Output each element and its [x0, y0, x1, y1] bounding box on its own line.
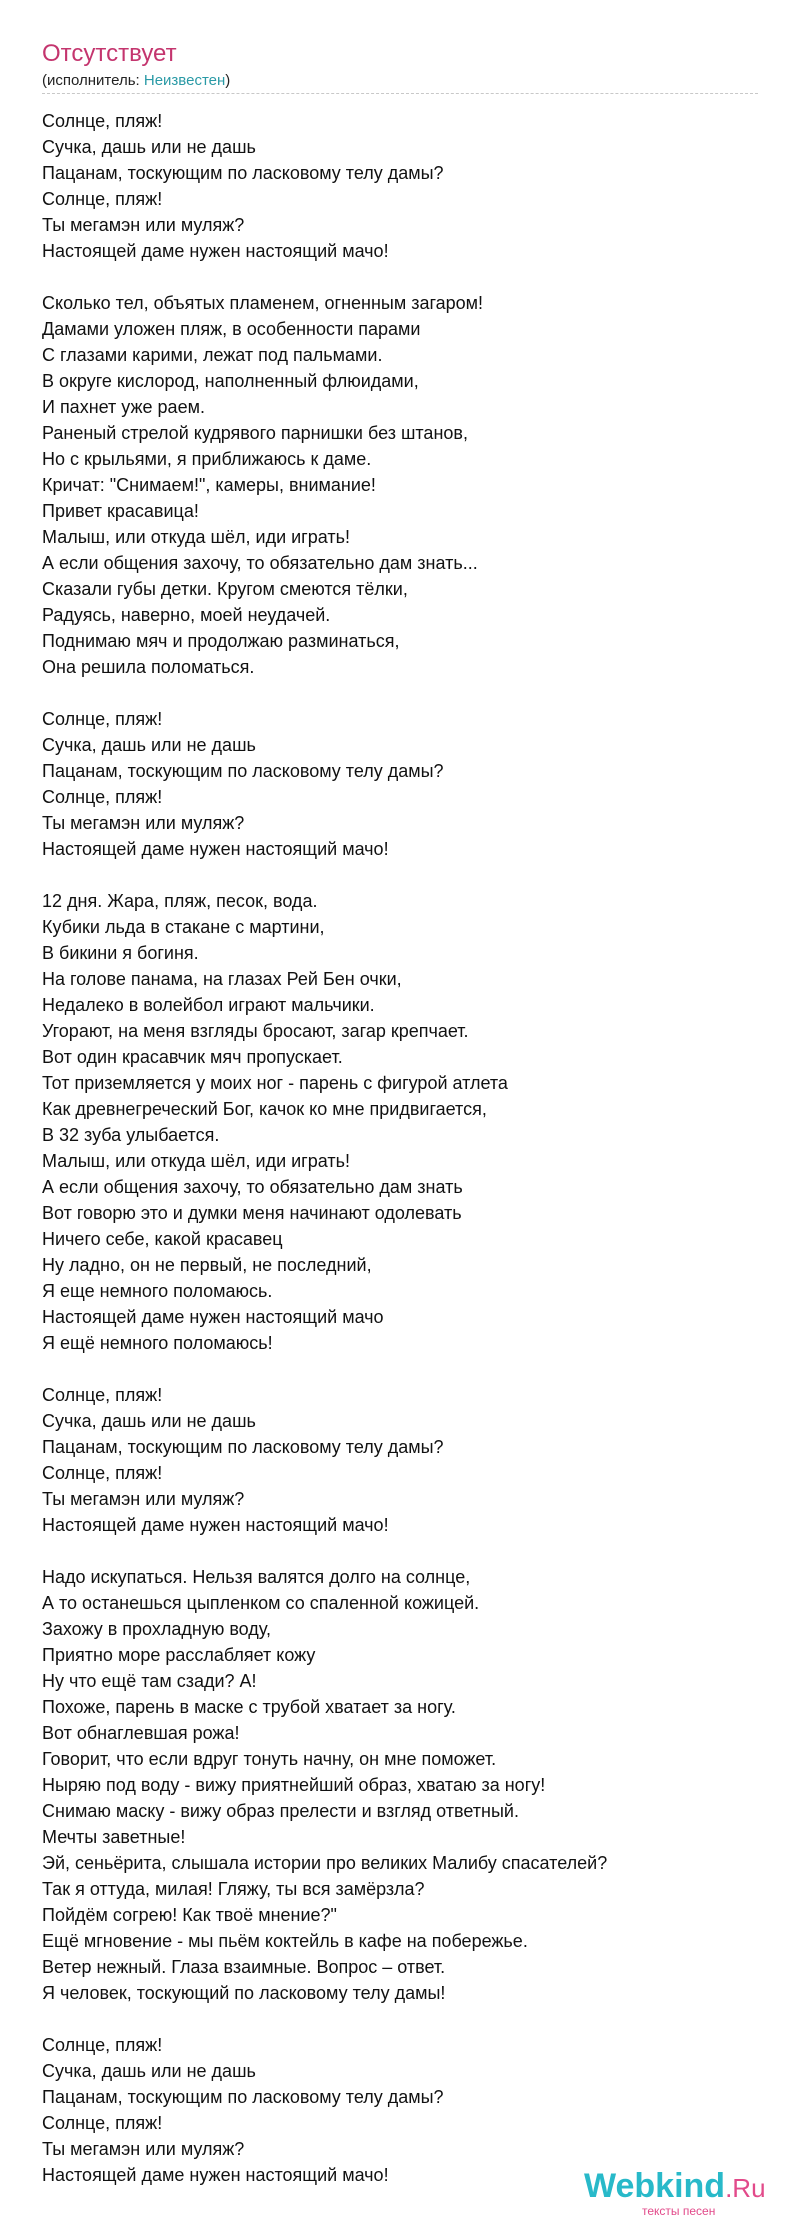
lyrics-line: А то останешься цыпленком со спаленной кожицей. [42, 1593, 480, 1613]
lyrics-line: Так я оттуда, милая! Гляжу, ты вся замёрзла? [42, 1879, 425, 1899]
lyrics-line: Ныряю под воду - вижу приятнейший образ, хватаю за ногу! [42, 1775, 546, 1795]
lyrics-line: Настоящей даме нужен настоящий мачо! [42, 2165, 389, 2185]
lyrics-line: Вот обнаглевшая рожа! [42, 1723, 240, 1743]
song-title: Отсутствует [42, 40, 177, 67]
lyrics-line: На голове панама, на глазах Рей Бен очки, [42, 969, 402, 989]
lyrics-line: Настоящей даме нужен настоящий мачо [42, 1307, 384, 1327]
lyrics-line: Снимаю маску - вижу образ прелести и взгляд ответный. [42, 1801, 519, 1821]
lyrics-line: В округе кислород, наполненный флюидами, [42, 371, 419, 391]
lyrics-line: Пацанам, тоскующим по ласковому телу дамы? [42, 761, 444, 781]
artist-line [42, 72, 230, 90]
lyrics-line: Сколько тел, объятых пламенем, огненным загаром! [42, 293, 484, 313]
logo-kind-text: kind [655, 2167, 726, 2205]
lyrics-line: Поднимаю мяч и продолжаю разминаться, [42, 631, 400, 651]
lyrics-line: Ещё мгновение - мы пьём коктейль в кафе на побережье. [42, 1931, 528, 1951]
artist-suffix: ) [225, 72, 231, 89]
lyrics-stanza [42, 1382, 758, 1538]
lyrics-stanza [42, 108, 758, 264]
lyrics-line: Привет красавица! [42, 501, 199, 521]
lyrics-line: Мечты заветные! [42, 1827, 186, 1847]
lyrics-line: Солнце, пляж! [42, 189, 163, 209]
lyrics-line: Похоже, парень в маске с трубой хватает за ногу. [42, 1697, 456, 1717]
lyrics-line: Пацанам, тоскующим по ласковому телу дамы? [42, 1437, 444, 1457]
lyrics-line: Вот один красавчик мяч пропускает. [42, 1047, 343, 1067]
lyrics-line: Радуясь, наверно, моей неудачей. [42, 605, 331, 625]
lyrics-line: Солнце, пляж! [42, 1385, 163, 1405]
lyrics-line: Вот говорю это и думки меня начинают одолевать [42, 1203, 462, 1223]
lyrics-line: Ну что ещё там сзади? А! [42, 1671, 257, 1691]
logo-wordmark [584, 2166, 766, 2208]
lyrics-line: Настоящей даме нужен настоящий мачо! [42, 839, 389, 859]
lyrics-line: Сказали губы детки. Кругом смеются тёлки, [42, 579, 408, 599]
lyrics-line: Ничего себе, какой красавец [42, 1229, 283, 1249]
lyrics-line: Сучка, дашь или не дашь [42, 2061, 256, 2081]
lyrics-line: Я ещё немного поломаюсь! [42, 1333, 273, 1353]
lyrics-line: 12 дня. Жара, пляж, песок, вода. [42, 891, 318, 911]
lyrics-line: Малыш, или откуда шёл, иди играть! [42, 527, 350, 547]
lyrics-line: Ты мегамэн или муляж? [42, 215, 245, 235]
lyrics-line: Солнце, пляж! [42, 111, 163, 131]
lyrics-stanza [42, 706, 758, 862]
lyrics-line: А если общения захочу, то обязательно дам знать [42, 1177, 463, 1197]
lyrics-line: Сучка, дашь или не дашь [42, 735, 256, 755]
lyrics-line: Надо искупаться. Нельзя валятся долго на солнце, [42, 1567, 471, 1587]
lyrics-line: Солнце, пляж! [42, 709, 163, 729]
lyrics-line: Угорают, на меня взгляды бросают, загар крепчает. [42, 1021, 469, 1041]
lyrics-line: Пацанам, тоскующим по ласковому телу дамы? [42, 163, 444, 183]
lyrics-line: В 32 зуба улыбается. [42, 1125, 220, 1145]
lyrics-line: Солнце, пляж! [42, 787, 163, 807]
lyrics-line: С глазами карими, лежат под пальмами. [42, 345, 383, 365]
lyrics-line: Но с крыльями, я приближаюсь к даме. [42, 449, 372, 469]
lyrics-line: Кубики льда в стакане с мартини, [42, 917, 325, 937]
lyrics-line: Тот приземляется у моих ног - парень с фигурой атлета [42, 1073, 508, 1093]
lyrics-line: Недалеко в волейбол играют мальчики. [42, 995, 375, 1015]
lyrics-line: Пацанам, тоскующим по ласковому телу дамы? [42, 2087, 444, 2107]
lyrics-line: И пахнет уже раем. [42, 397, 205, 417]
lyrics-stanza [42, 290, 758, 680]
lyrics-line: Говорит, что если вдруг тонуть начну, он мне поможет. [42, 1749, 497, 1769]
lyrics-line: Настоящей даме нужен настоящий мачо! [42, 1515, 389, 1535]
lyrics-line: Сучка, дашь или не дашь [42, 137, 256, 157]
lyrics-line: Малыш, или откуда шёл, иди играть! [42, 1151, 350, 1171]
site-logo[interactable] [584, 2166, 774, 2226]
lyrics-line: Раненый стрелой кудрявого парнишки без штанов, [42, 423, 468, 443]
logo-subtitle: тексты песен [642, 2204, 716, 2218]
logo-ru-text: .Ru [725, 2173, 766, 2203]
lyrics-line: Сучка, дашь или не дашь [42, 1411, 256, 1431]
lyrics-line: Захожу в прохладную воду, [42, 1619, 271, 1639]
lyrics-line: Ты мегамэн или муляж? [42, 2139, 245, 2159]
lyrics-line: А если общения захочу, то обязательно дам знать... [42, 553, 478, 573]
lyrics-line: Ты мегамэн или муляж? [42, 1489, 245, 1509]
lyrics-line: Я человек, тоскующий по ласковому телу дамы! [42, 1983, 446, 2003]
lyrics-line: Как древнегреческий Бог, качок ко мне придвигается, [42, 1099, 487, 1119]
lyrics-line: Ветер нежный. Глаза взаимные. Вопрос – ответ. [42, 1957, 446, 1977]
lyrics-stanza [42, 1564, 758, 2006]
lyrics-line: Она решила поломаться. [42, 657, 255, 677]
lyrics-line: Дамами уложен пляж, в особенности парами [42, 319, 421, 339]
lyrics-stanza [42, 2032, 758, 2188]
lyrics-body [42, 108, 758, 2214]
artist-link[interactable]: Неизвестен [143, 72, 226, 89]
logo-web-text: Web [584, 2167, 656, 2205]
lyrics-line: Эй, сеньёрита, слышала истории про великих Малибу спасателей? [42, 1853, 608, 1873]
lyrics-line: Приятно море расслабляет кожу [42, 1645, 316, 1665]
lyrics-line: Ну ладно, он не первый, не последний, [42, 1255, 372, 1275]
lyrics-line: Кричат: "Снимаем!", камеры, внимание! [42, 475, 376, 495]
lyrics-line: В бикини я богиня. [42, 943, 199, 963]
lyrics-line: Настоящей даме нужен настоящий мачо! [42, 241, 389, 261]
lyrics-line: Солнце, пляж! [42, 2035, 163, 2055]
lyrics-stanza [42, 888, 758, 1356]
lyrics-line: Пойдём согрею! Как твоё мнение?" [42, 1905, 337, 1925]
lyrics-line: Я еще немного поломаюсь. [42, 1281, 273, 1301]
title-divider [42, 93, 758, 94]
lyrics-line: Ты мегамэн или муляж? [42, 813, 245, 833]
artist-prefix: (исполнитель: [42, 72, 144, 89]
lyrics-line: Солнце, пляж! [42, 2113, 163, 2133]
lyrics-line: Солнце, пляж! [42, 1463, 163, 1483]
